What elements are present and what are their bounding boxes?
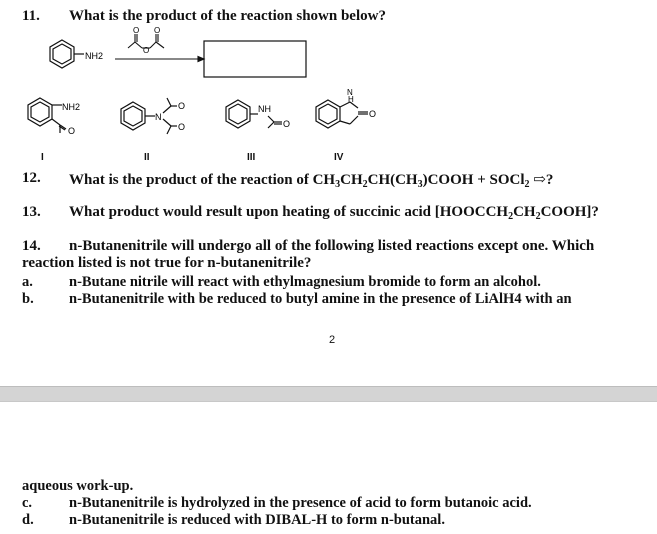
q11-text: What is the product of the reaction shown below? xyxy=(69,8,386,24)
option-b-continuation: aqueous work-up. xyxy=(22,478,134,494)
q11-number: 11. xyxy=(22,8,40,24)
bridge-o: O xyxy=(143,46,150,55)
reaction-arrow xyxy=(115,57,204,62)
carbonyl-o-1: O xyxy=(133,26,140,35)
choice-iii-nh-label: NH xyxy=(258,104,271,114)
option-d-letter: d. xyxy=(22,512,34,528)
choice-iii-numeral: III xyxy=(247,152,256,163)
option-a-letter: a. xyxy=(22,274,33,290)
product-answer-box xyxy=(204,41,306,77)
q14-number: 14. xyxy=(22,238,41,254)
choice-iii-o-label: O xyxy=(283,119,291,129)
choice-iv-o-label: O xyxy=(369,109,377,119)
choice-ii-numeral: II xyxy=(144,152,150,163)
reaction-scheme xyxy=(40,22,320,82)
option-c-letter: c. xyxy=(22,495,33,511)
choice-ii-n-label: N xyxy=(155,112,162,122)
option-a-text: n-Butane nitrile will react with ethylmagnesium bromide to form an alcohol. xyxy=(69,274,541,290)
page-break-divider xyxy=(0,386,657,402)
aniline-structure xyxy=(50,40,84,68)
choice-iv-numeral: IV xyxy=(334,152,344,163)
reactant-nh2-label: NH2 xyxy=(85,51,104,61)
choice-iv-structure xyxy=(312,86,392,134)
choice-i-o-label: O xyxy=(68,126,76,136)
q13-number: 13. xyxy=(22,204,41,220)
choice-iv-h-label: H xyxy=(348,95,354,104)
choice-i-nh2-label: NH2 xyxy=(62,102,81,112)
choice-i-numeral: I xyxy=(41,152,44,163)
option-c-text: n-Butanenitrile is hydrolyzed in the presence of acid to form butanoic acid. xyxy=(69,495,532,511)
option-d-text: n-Butanenitrile is reduced with DIBAL-H to form n-butanal. xyxy=(69,512,445,528)
choice-ii-structure xyxy=(117,94,197,138)
q12-text: What is the product of the reaction of $CH_3CH_2CH(CH_3)COOH$ + SOCl$_2$ ⇨? xyxy=(69,172,554,190)
choice-i-structure xyxy=(24,92,104,140)
q12-number: 12. xyxy=(22,170,41,186)
page-number: 2 xyxy=(329,334,336,346)
choice-iv-n-label: N xyxy=(347,88,353,97)
q13-text: What product would result upon heating of succinic acid $[HOOCCH_2CH_2COOH]$? xyxy=(69,204,599,222)
option-b-text: n-Butanenitrile with be reduced to butyl amine in the presence of LiAlH4 with an xyxy=(69,291,572,307)
option-b-letter: b. xyxy=(22,291,34,307)
choice-ii-o1-label: O xyxy=(178,101,186,111)
carbonyl-o-2: O xyxy=(154,26,161,35)
choice-iii-structure xyxy=(222,92,302,136)
q14-line1: n-Butanenitrile will undergo all of the following listed reactions except one. Which xyxy=(69,238,595,254)
choice-ii-o2-label: O xyxy=(178,122,186,132)
q14-line2: reaction listed is not true for n-butanenitrile? xyxy=(22,255,312,271)
